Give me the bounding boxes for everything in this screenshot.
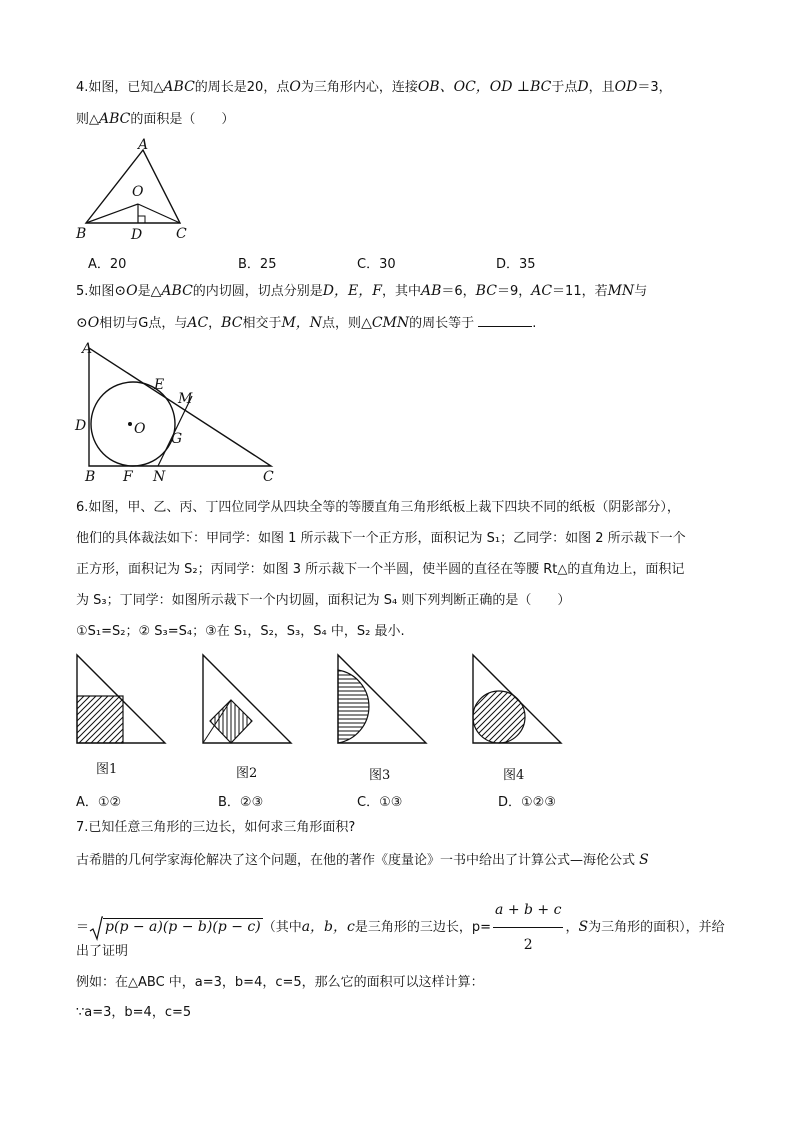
q6-figures — [70, 650, 570, 750]
q7-line5: 例如：在△ABC 中，a=3，b=4，c=5，那么它的面积可以这样计算： — [76, 975, 484, 990]
q5-line2 — [76, 314, 536, 333]
label-c: C — [263, 469, 274, 485]
math-abc: ABC — [99, 111, 131, 127]
q4-option-b[interactable]: B．25 — [238, 257, 277, 272]
q4-text: 于点 — [551, 80, 578, 95]
q6-line4: 为 S₃；丁同学：如图所示裁下一个内切圆，面积记为 S₄ 则下列判断正确的是（ ） — [76, 593, 571, 608]
math-circle-o: ⊙O — [76, 315, 100, 331]
q6-line3: 正方形，面积记为 S₂；丙同学：如图 3 所示裁下一个半圆，使半圆的直径在等腰 Rt△的直角边上，面积记 — [76, 562, 685, 577]
q7-text: （其中 — [262, 920, 302, 935]
q4-text: 的面积是（ ） — [130, 112, 235, 127]
math-segments: OB、OC，OD ⊥BC — [417, 79, 552, 95]
math-ac: AC — [531, 283, 553, 299]
label-o: O — [132, 184, 144, 200]
q4-figure — [70, 134, 200, 246]
q5-text: 的周长等于 — [409, 316, 475, 331]
math-points: D，E，F — [322, 283, 382, 299]
fraction-denominator: 2 — [523, 937, 533, 953]
q5-text: . — [532, 316, 537, 331]
caption-fig4: 图4 — [503, 768, 525, 783]
math-p-equals: p= — [471, 920, 492, 935]
q5-text: 点，则 — [322, 316, 362, 331]
label-b: B — [76, 226, 87, 242]
q4-text: 则 — [76, 112, 90, 127]
caption-fig1: 图1 — [96, 762, 118, 777]
sqrt-icon — [89, 915, 103, 941]
q6-option-d[interactable]: D．①②③ — [498, 795, 556, 810]
q5-text: 5.如图 — [76, 284, 115, 299]
math-bc: BC — [221, 315, 243, 331]
math-mn: MN — [607, 283, 635, 299]
q5-text: ＝11，若 — [552, 284, 608, 299]
q4-option-c[interactable]: C．30 — [357, 257, 396, 272]
math-triangle-cmn: △CMN — [361, 315, 410, 331]
q4-text: 为三角形内心，连接 — [300, 80, 418, 95]
q5-text: 相切与 — [99, 316, 139, 331]
q5-text: ，其中 — [381, 284, 421, 299]
math-mn: M，N — [281, 315, 323, 331]
math-d: D — [577, 79, 589, 95]
label-m: M — [178, 391, 193, 407]
label-g: G — [171, 431, 183, 447]
q6-line1: 6.如图，甲、乙、丙、丁四位同学从四块全等的等腰直角三角形纸板上裁下四块不同的纸板（阴影部分）， — [76, 500, 680, 515]
q5-text: G — [138, 316, 149, 331]
q7-text: 古希腊的几何学家海伦解决了这个问题，在他的著作《度量论》一书中给出了计算公式—海伦公式 — [76, 853, 636, 868]
q7-text: ， — [565, 920, 579, 935]
sqrt-radicand: p(p − a)(p − b)(p − c) — [105, 919, 261, 935]
figure-3 — [338, 655, 426, 743]
q7-line2 — [76, 851, 649, 870]
caption-fig3: 图3 — [369, 768, 391, 783]
q6-option-c[interactable]: C．①③ — [357, 795, 403, 810]
q5-text: ， — [208, 316, 222, 331]
q6-line2: 他们的具体裁法如下：甲同学：如图 1 所示裁下一个正方形，面积记为 S₁；乙同学：如图 2 所示裁下一个 — [76, 531, 686, 546]
q4-option-d[interactable]: D．35 — [496, 257, 536, 272]
fraction — [493, 893, 563, 962]
label-a: A — [138, 137, 149, 153]
q4-line2 — [76, 110, 234, 129]
q5-text: 相交于 — [242, 316, 282, 331]
label-d: D — [75, 418, 87, 434]
q4-option-a[interactable]: A．20 — [88, 257, 127, 272]
label-b: B — [85, 469, 96, 485]
q7-line6: ∵a=3，b=4，c=5 — [76, 1005, 192, 1020]
label-f: F — [123, 469, 133, 485]
label-a: A — [82, 341, 93, 357]
label-n: N — [153, 469, 166, 485]
math-ab: AB — [420, 283, 442, 299]
math-s: S — [578, 919, 589, 935]
q5-text: ＝9， — [496, 284, 532, 299]
q6-option-b[interactable]: B．②③ — [218, 795, 264, 810]
figure-2 — [203, 655, 291, 743]
q6-line5: ①S₁=S₂；② S₃=S₄；③在 S₁，S₂，S₃，S₄ 中，S₂ 最小. — [76, 624, 405, 639]
figure-1 — [77, 655, 165, 743]
q4-text: ＝3， — [637, 80, 672, 95]
q7-line1: 7.已知任意三角形的三边长，如何求三角形面积? — [76, 820, 356, 835]
triangle-symbol: △ — [89, 112, 100, 127]
caption-fig2: 图2 — [236, 766, 258, 781]
fraction-numerator: a + b + c — [493, 893, 563, 928]
triangle-symbol: △ — [153, 80, 164, 95]
math-od: OD — [614, 79, 638, 95]
math-o: O — [289, 79, 301, 95]
formula-equals: ＝ — [76, 920, 90, 935]
math-circle-o: ⊙O — [114, 283, 138, 299]
label-d: D — [131, 227, 143, 243]
q5-text: 与 — [634, 284, 648, 299]
q5-text: ＝6， — [441, 284, 476, 299]
q7-text: 是三角形的三边长， — [354, 920, 472, 935]
math-bc: BC — [475, 283, 497, 299]
q7-formula-line — [76, 893, 725, 962]
q5-figure — [72, 338, 292, 488]
q5-text: 的内切圆，切点分别是 — [192, 284, 323, 299]
q4-text: ，且 — [588, 80, 615, 95]
q7-line4: 出了证明 — [76, 944, 129, 959]
q5-line1 — [76, 282, 647, 301]
q4-text: 4.如图，已知 — [76, 80, 154, 95]
q7-text: 为三角形的面积），并给 — [588, 920, 725, 935]
q4-line1 — [76, 78, 672, 97]
q4-text: 的周长是20，点 — [194, 80, 290, 95]
math-abc-vars: a，b，c — [301, 919, 355, 935]
math-triangle: △ABC — [150, 283, 193, 299]
q6-option-a[interactable]: A．①② — [76, 795, 122, 810]
figure-4 — [473, 655, 561, 743]
answer-blank[interactable] — [478, 314, 532, 327]
label-c: C — [176, 226, 187, 242]
math-s: S — [639, 852, 649, 868]
label-e: E — [154, 377, 165, 393]
math-abc: ABC — [163, 79, 195, 95]
label-o: O — [134, 421, 146, 437]
math-ac: AC — [187, 315, 209, 331]
q5-text: 点，与 — [148, 316, 188, 331]
q5-text: 是 — [137, 284, 151, 299]
